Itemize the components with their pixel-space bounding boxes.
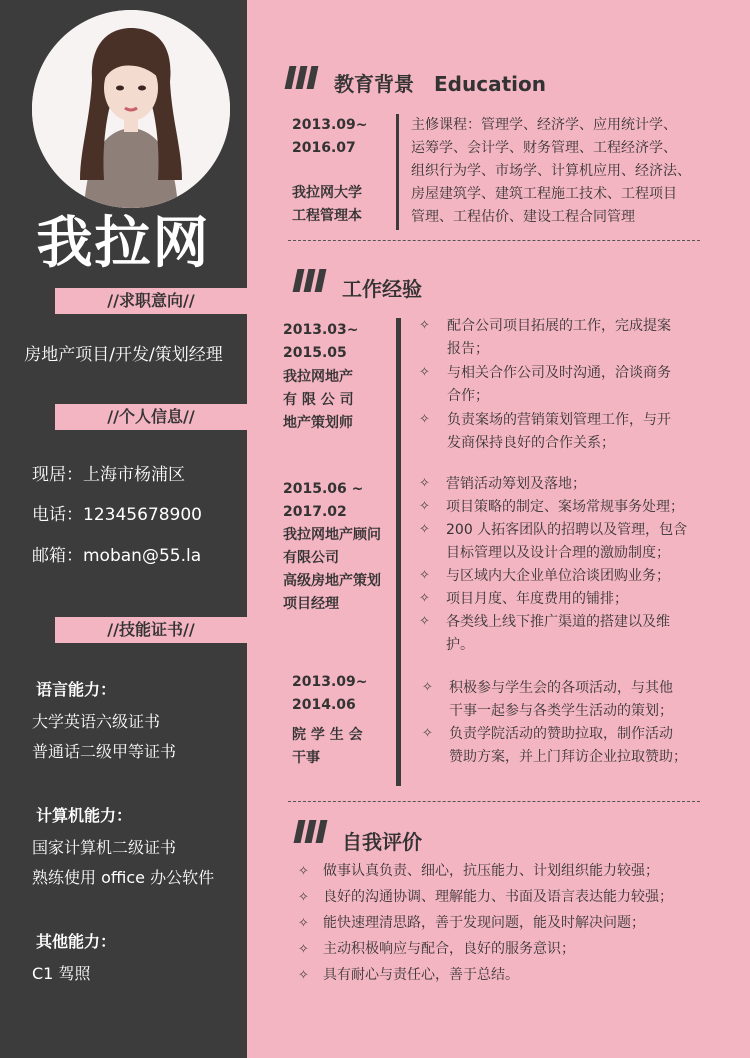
skill-item: 熟练使用 office 办公软件	[32, 868, 215, 887]
bullet-icon: ✧	[422, 680, 433, 695]
skill-group-title: 语言能力：	[36, 680, 117, 699]
self-item: 做事认真负责、细心，抗压能力、计划组织能力较强；	[323, 863, 659, 879]
divider	[288, 240, 700, 241]
education-title: 教育背景 Education	[334, 72, 546, 96]
skill-item: 国家计算机二级证书	[32, 838, 177, 857]
portrait-photo	[32, 10, 230, 208]
skill-item: 大学英语六级证书	[32, 712, 161, 731]
bullet-icon: ✧	[419, 476, 430, 491]
job-org: 我拉网地产顾问 有限公司 高级房地产策划 项目经理	[283, 527, 381, 612]
skills-tag: //技能证书//	[55, 617, 247, 643]
job-intent-value: 房地产项目/开发/策划经理	[24, 345, 223, 365]
bullet-icon: ✧	[419, 591, 430, 606]
job-item: 负责学院活动的赞助拉取，制作活动 赞助方案，并上门拜访企业拉取赞助；	[449, 726, 687, 765]
bullet-icon: ✧	[298, 968, 309, 983]
education-school: 我拉网大学 工程管理本	[292, 185, 362, 224]
bullet-icon: ✧	[298, 890, 309, 905]
timeline-line	[396, 114, 399, 230]
job-item: 200 人拓客团队的招聘以及管理，包含 目标管理以及设计合理的激励制度；	[446, 522, 688, 561]
job-item: 负责案场的营销策划管理工作，与开 发商保持良好的合作关系；	[447, 412, 671, 451]
bullet-icon: ✧	[419, 568, 430, 583]
section-bars-icon	[296, 820, 325, 843]
skill-group-title: 计算机能力：	[36, 806, 133, 825]
bullet-icon: ✧	[298, 942, 309, 957]
job-date: 2013.03~ 2015.05	[283, 322, 359, 361]
job-org: 我拉网地产 有 限 公 司 地产策划师	[283, 369, 354, 431]
job-date: 2015.06 ~ 2017.02	[283, 481, 364, 520]
job-org: 院 学 生 会 干事	[292, 727, 363, 766]
job-date: 2013.09~ 2014.06	[292, 674, 368, 713]
skill-item: C1 驾照	[32, 964, 91, 983]
bullet-icon: ✧	[419, 499, 430, 514]
work-title: 工作经验	[342, 277, 422, 301]
job-item: 营销活动筹划及落地；	[446, 476, 586, 492]
skill-group-title: 其他能力：	[36, 932, 117, 951]
email-text: 邮箱：moban@55.la	[32, 546, 202, 566]
phone-text: 电话：12345678900	[32, 505, 202, 525]
bullet-icon: ✧	[422, 726, 433, 741]
job-item: 积极参与学生会的各项活动，与其他 干事一起参与各类学生活动的策划；	[449, 680, 673, 719]
divider	[288, 801, 700, 802]
bullet-icon: ✧	[298, 916, 309, 931]
bullet-icon: ✧	[419, 318, 430, 333]
education-courses: 主修课程：管理学、经济学、应用统计学、 运筹学、会计学、财务管理、工程经济学、 组织行为学、市场学、计算机应用、经济法、 房屋建筑学、建筑工程施工技术、工程项目 管理、工程估价、建设工程合同管理	[411, 117, 691, 225]
job-item: 配合公司项目拓展的工作，完成提案 报告；	[447, 318, 671, 357]
avatar	[32, 10, 230, 208]
skill-item: 普通话二级甲等证书	[32, 742, 177, 761]
self-item: 主动积极响应与配合，良好的服务意识；	[323, 941, 575, 957]
self-item: 能快速理清思路，善于发现问题，能及时解决问题；	[323, 915, 645, 931]
bullet-icon: ✧	[419, 522, 430, 537]
personal-info-tag: //个人信息//	[55, 404, 247, 430]
education-date: 2013.09~ 2016.07	[292, 117, 368, 156]
job-item: 项目月度、年度费用的铺排；	[446, 591, 628, 607]
bullet-icon: ✧	[419, 614, 430, 629]
candidate-name: 我拉网	[36, 211, 211, 276]
self-title: 自我评价	[342, 830, 422, 854]
section-bars-icon	[287, 66, 316, 89]
job-item: 各类线上线下推广渠道的搭建以及维 护。	[446, 614, 670, 653]
bullet-icon: ✧	[298, 864, 309, 879]
timeline-line	[396, 318, 401, 786]
section-bars-icon	[295, 269, 324, 292]
job-intent-tag: //求职意向//	[55, 288, 247, 314]
job-item: 与相关合作公司及时沟通，洽谈商务 合作；	[447, 365, 671, 404]
self-item: 具有耐心与责任心，善于总结。	[323, 967, 519, 983]
self-item: 良好的沟通协调、理解能力、书面及语言表达能力较强；	[323, 889, 673, 905]
sidebar	[0, 0, 247, 1058]
bullet-icon: ✧	[419, 365, 430, 380]
job-item: 与区域内大企业单位洽谈团购业务；	[446, 568, 670, 584]
bullet-icon: ✧	[419, 412, 430, 427]
residence-text: 现居：上海市杨浦区	[32, 465, 185, 485]
job-item: 项目策略的制定、案场常规事务处理；	[446, 499, 684, 515]
